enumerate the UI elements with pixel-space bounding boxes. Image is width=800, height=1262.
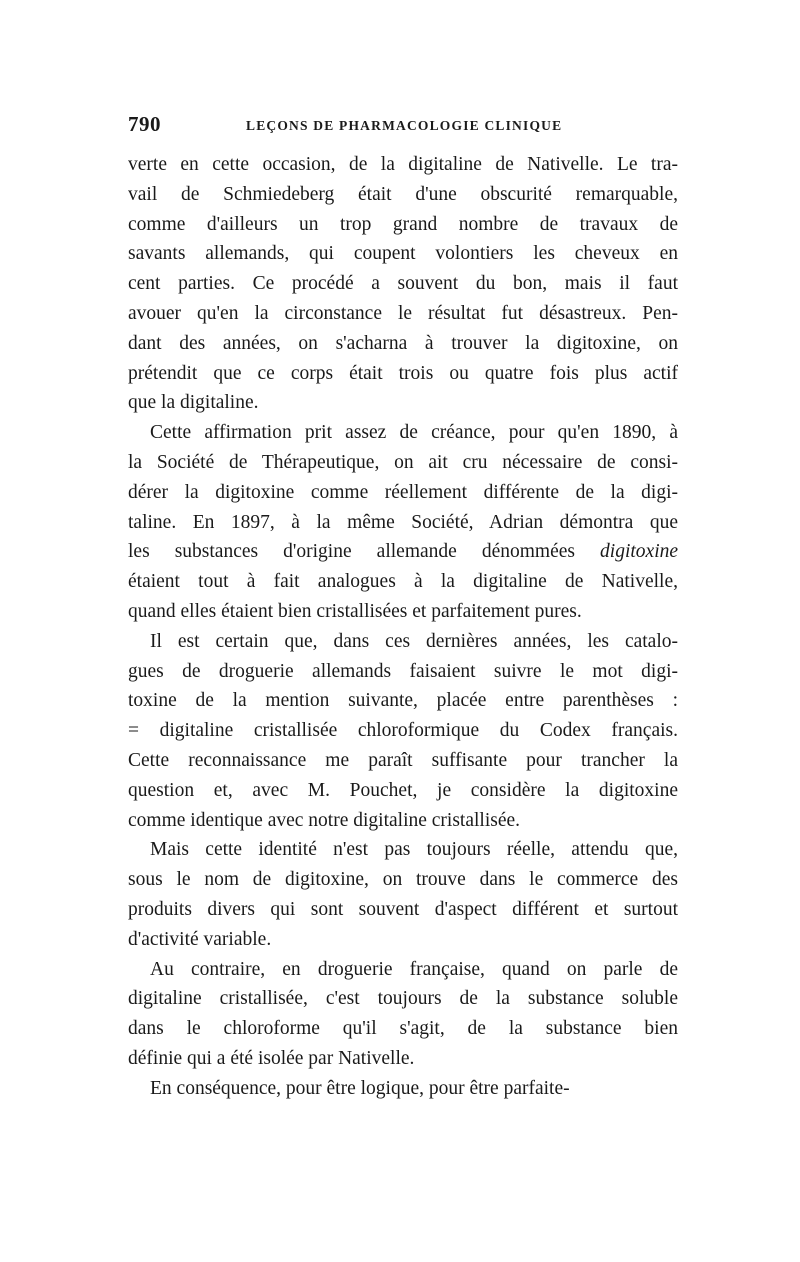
- body-text: [128, 150, 678, 1104]
- text-line: [128, 150, 678, 180]
- text-line-content: Il est certain que, dans ces dernières années, les catalo-: [150, 630, 678, 652]
- text-line-content: produits divers qui sont souvent d'aspect différent et surtout: [128, 898, 678, 920]
- text-line-content: Cette reconnaissance me paraît suffisante pour trancher la: [128, 749, 678, 771]
- text-line-content: comme d'ailleurs un trop grand nombre de travaux de: [128, 213, 678, 235]
- text-line: [128, 716, 678, 746]
- text-line: [128, 627, 678, 657]
- text-line-content: savants allemands, qui coupent volontiers les cheveux en: [128, 243, 678, 265]
- page-number: 790: [128, 112, 161, 136]
- text-line: [128, 895, 678, 925]
- text-line: [128, 359, 678, 389]
- text-line: [128, 537, 678, 567]
- text-line: [128, 835, 678, 865]
- text-line: [128, 776, 678, 806]
- text-line: [128, 1044, 678, 1074]
- text-line-content: d'activité variable.: [128, 928, 272, 950]
- text-line-content: toxine de la mention suivante, placée entre parenthèses :: [128, 690, 678, 712]
- text-line-content: étaient tout à fait analogues à la digitaline de Nativelle,: [128, 571, 678, 593]
- text-line-content: cent parties. Ce procédé a souvent du bon, mais il faut: [128, 273, 678, 295]
- text-line: [128, 269, 678, 299]
- text-line-content: digitaline cristallisée, c'est toujours de la substance soluble: [128, 988, 678, 1010]
- text-line-content: la Société de Thérapeutique, on ait cru nécessaire de consi-: [128, 451, 678, 473]
- text-line: [128, 925, 678, 955]
- text-line: [128, 567, 678, 597]
- text-line: [128, 686, 678, 716]
- text-line: [128, 418, 678, 448]
- text-line-content: définie qui a été isolée par Nativelle.: [128, 1047, 415, 1069]
- text-line-content: comme identique avec notre digitaline cristallisée.: [128, 809, 521, 831]
- text-line-content: dant des années, on s'acharna à trouver la digitoxine, on: [128, 332, 678, 354]
- text-line-content: verte en cette occasion, de la digitaline de Nativelle. Le tra-: [128, 154, 678, 175]
- text-line: [128, 865, 678, 895]
- text-line-content: Mais cette identité n'est pas toujours réelle, attendu que,: [150, 839, 678, 861]
- text-line-content: quand elles étaient bien cristallisées et parfaitement pures.: [128, 600, 582, 622]
- text-line: [128, 329, 678, 359]
- text-line: [128, 806, 678, 836]
- italic-term: digitoxine: [600, 541, 679, 563]
- text-line: [128, 448, 678, 478]
- text-line: [128, 657, 678, 687]
- text-line: [128, 984, 678, 1014]
- text-line: [128, 388, 678, 418]
- text-line: [128, 597, 678, 627]
- text-line-content: Au contraire, en droguerie française, quand on parle de: [150, 958, 678, 980]
- text-line-content: dérer la digitoxine comme réellement différente de la digi-: [128, 481, 678, 503]
- text-line-content: En conséquence, pour être logique, pour être parfaite-: [150, 1077, 570, 1099]
- text-line-content: taline. En 1897, à la même Société, Adrian démontra que: [128, 511, 678, 533]
- text-line-content: Cette affirmation prit assez de créance, pour qu'en 1890, à: [150, 422, 678, 444]
- text-line-content: sous le nom de digitoxine, on trouve dans le commerce des: [128, 869, 678, 891]
- running-head: LEÇONS DE PHARMACOLOGIE CLINIQUE: [246, 118, 563, 133]
- text-line-content: dans le chloroforme qu'il s'agit, de la substance bien: [128, 1018, 678, 1040]
- text-line: [128, 478, 678, 508]
- text-line: [128, 299, 678, 329]
- text-line: [128, 508, 678, 538]
- text-line: [128, 746, 678, 776]
- text-line: [128, 239, 678, 269]
- text-line: [128, 955, 678, 985]
- text-line-content: que la digitaline.: [128, 392, 259, 414]
- text-line-content: les substances d'origine allemande dénommées: [128, 541, 575, 563]
- text-line: [128, 1074, 678, 1104]
- text-line-content: vail de Schmiedeberg était d'une obscurité remarquable,: [128, 183, 678, 205]
- text-line-content: avouer qu'en la circonstance le résultat fut désastreux. Pen-: [128, 302, 678, 324]
- text-line-content: prétendit que ce corps était trois ou quatre fois plus actif: [128, 362, 678, 384]
- text-line-content: = digitaline cristallisée chloroformique du Codex français.: [128, 720, 678, 742]
- text-line: [128, 180, 678, 210]
- page-header: [128, 112, 678, 142]
- text-line: [128, 210, 678, 240]
- text-line-content: question et, avec M. Pouchet, je considère la digitoxine: [128, 779, 678, 801]
- text-line: [128, 1014, 678, 1044]
- text-line-content: gues de droguerie allemands faisaient suivre le mot digi-: [128, 660, 678, 682]
